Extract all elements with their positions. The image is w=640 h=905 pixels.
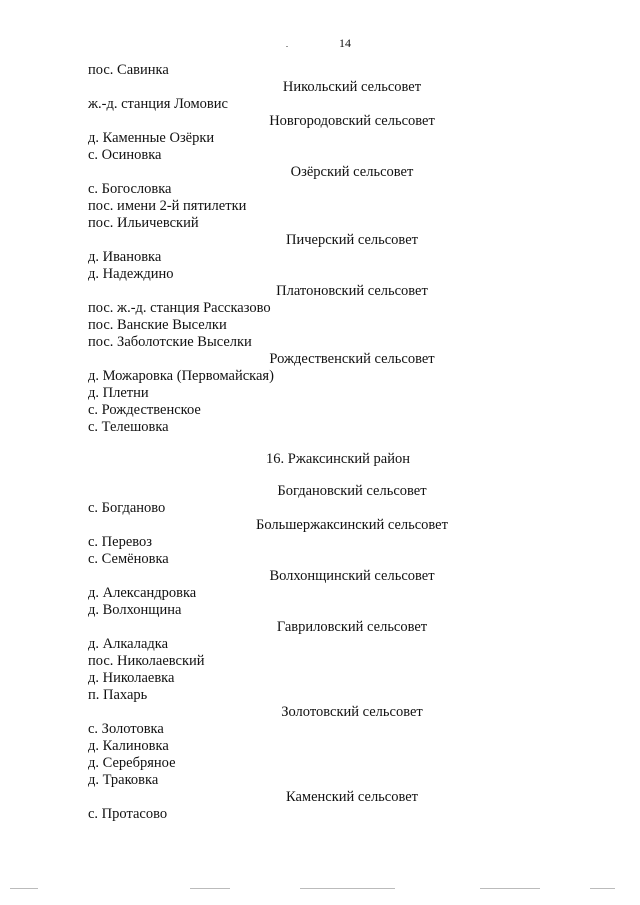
scan-edge-mark [480,888,540,889]
settlement-item: д. Александровка [88,585,197,601]
council-heading: Новгородовский сельсовет [269,113,435,129]
settlement-item: пос. Ванские Выселки [88,317,227,333]
settlement-item: пос. Ильичевский [88,215,199,231]
settlement-item: с. Осиновка [88,147,162,163]
council-heading: Пичерский сельсовет [286,232,418,248]
settlement-item: д. Надеждино [88,266,174,282]
settlement-item: ж.-д. станция Ломовис [88,96,228,112]
settlement-item: пос. Савинка [88,62,169,78]
settlement-item: д. Алкаладка [88,636,169,652]
settlement-item: с. Золотовка [88,721,164,737]
council-heading: Большержаксинский сельсовет [256,517,448,533]
council-heading: Богдановский сельсовет [277,483,427,499]
council-heading: Озёрский сельсовет [290,164,414,180]
settlement-item: с. Рождественское [88,402,201,418]
page-number: 14 [339,36,351,50]
settlement-item: д. Николаевка [88,670,175,686]
settlement-item: д. Серебряное [88,755,176,771]
settlement-item: с. Телешовка [88,419,169,435]
settlement-item: д. Волхонщина [88,602,182,618]
settlement-item: д. Можаровка (Первомайская) [88,368,274,384]
council-heading: Золотовский сельсовет [281,704,423,720]
settlement-item: д. Ивановка [88,249,162,265]
scan-edge-mark [590,888,615,889]
scan-edge-mark [10,888,38,889]
council-heading: Каменский сельсовет [285,789,419,805]
settlement-item: с. Богословка [88,181,172,197]
scan-edge-mark [190,888,230,889]
settlement-item: д. Каменные Озёрки [88,130,215,146]
settlement-item: пос. Николаевский [88,653,205,669]
settlement-item: д. Траковка [88,772,159,788]
document-body [88,62,600,823]
settlement-item: с. Богданово [88,500,166,516]
council-heading: Гавриловский сельсовет [276,619,428,635]
district-heading: 16. Ржаксинский район [266,451,410,467]
settlement-item: д. Плетни [88,385,149,401]
council-heading: Платоновский сельсовет [276,283,428,299]
council-heading: Рождественский сельсовет [269,351,435,367]
settlement-item: пос. ж.-д. станция Рассказово [88,300,271,316]
council-heading: Никольский сельсовет [282,79,422,95]
settlement-item: п. Пахарь [88,687,148,703]
settlement-item: с. Перевоз [88,534,153,550]
settlement-item: с. Протасово [88,806,168,822]
settlement-item: с. Семёновка [88,551,169,567]
settlement-item: д. Калиновка [88,738,169,754]
settlement-item: пос. Заболотские Выселки [88,334,252,350]
scan-edge-mark [300,888,395,889]
scan-speck [286,46,288,47]
council-heading: Волхонщинский сельсовет [269,568,435,584]
settlement-item: пос. имени 2-й пятилетки [88,198,247,214]
